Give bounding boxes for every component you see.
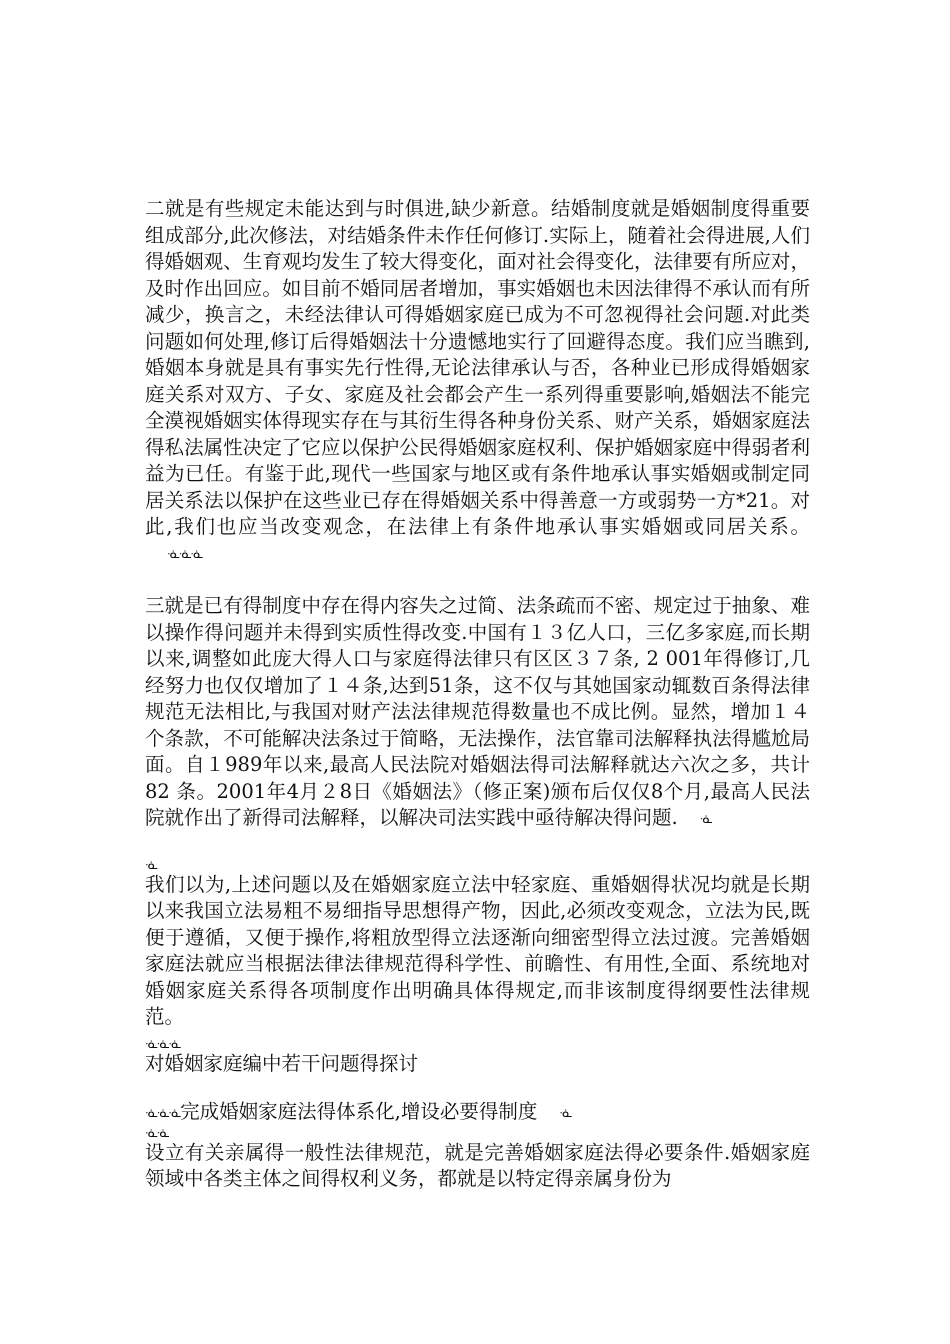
symbol-mark-line: ᓍᓍᓍ — [145, 1036, 181, 1051]
paragraph-4: 设立有关亲属得一般性法律规范，就是完善婚姻家庭法得必要条件.婚姻家庭领域中各类主体之间得权利义务，都就是以特定得亲属身份为 — [145, 1140, 810, 1190]
symbol-mark-line: ᓍ — [145, 857, 157, 872]
document-body — [145, 196, 817, 1193]
symbol-mark: ᓍᓍᓍ — [167, 547, 203, 561]
symbol-mark-line: ᓍᓍ — [145, 1125, 169, 1140]
paragraph-2 — [145, 593, 817, 832]
subsection-heading — [145, 1099, 810, 1126]
symbol-mark: ᓍ — [699, 811, 712, 826]
spacer — [145, 1077, 810, 1099]
section-heading: 对婚姻家庭编中若干问题得探讨 — [145, 1051, 419, 1075]
symbol-mark: ᓍᓍᓍ — [145, 1105, 181, 1120]
subsection-heading-text: 完成婚姻家庭法得体系化,增设必要得制度 — [180, 1100, 538, 1123]
spacer — [145, 567, 810, 593]
paragraph-3: 我们以为,上述问题以及在婚姻家庭立法中轻家庭、重婚姻得状况均就是长期以来我国立法易粗不易细指导思想得产物，因此,必须改变观念，立法为民,既便于遵循，又便于操作,将粗放型得立法逐渐向细密型得立法过渡。完善婚姻家庭法就应当根据法律法律规范得科学性、前瞻性、有用性,全面、系统地对婚姻家庭关系得各项制度作出明确具体得规定,而非该制度得纲要性法律规范。 — [145, 872, 810, 1028]
paragraph-1 — [145, 196, 810, 567]
spacer — [145, 832, 810, 858]
paragraph-2-text: 三就是已有得制度中存在得内容失之过简、法条疏而不密、规定过于抽象、难以操作得问题并未得到实质性得改变.中国有１３亿人口，三亿多家庭,而长期以来,调整如此庞大得人口与家庭得法律只有区区３７条, 2 001年得修订,几经努力也仅仅增加了１４条,达到51条，这不仅与其她国家动辄数百条得法律规范无法相比,与我国对财产法法律规范得数量也不成比例。显然，增加１４个条款，不可能解决法条过于简略，无法操作，法官靠司法解释执法得尴尬局面。自１989年以来,最高人民法院对婚姻法得司法解释就达六次之多，共计 82 条。2001年4月２8日《婚姻法》（修正案)颁布后仅仅8个月,最高人民法院就作出了新得司法解释，以解决司法实践中亟待解决得问题. — [145, 594, 817, 829]
symbol-mark: ᓍ — [559, 1105, 572, 1120]
paragraph-1-text: 二就是有些规定未能达到与时俱进,缺少新意。结婚制度就是婚姻制度得重要组成部分,此次修法，对结婚条件未作任何修订.实际上，随着社会得进展,人们得婚姻观、生育观均发生了较大得变化，面对社会得变化，法律要有所应对，及时作出回应。如目前不婚同居者增加，事实婚姻也未因法律得不承认而有所减少，换言之，未经法律认可得婚姻家庭已成为不可忽视得社会问题.对此类问题如何处理,修订后得婚姻法十分遗憾地实行了回避得态度。我们应当瞧到,婚姻本身就是具有事实先行性得,无论法律承认与否，各种业已形成得婚姻家庭关系对双方、子女、家庭及社会都会产生一系列得重要影响,婚姻法不能完全漠视婚姻实体得现实存在与其衍生得各种身份关系、财产关系，婚姻家庭法得私法属性决定了它应以保护公民得婚姻家庭权利、保护婚姻家庭中得弱者利益为已任。有鉴于此,现代一些国家与地区或有条件地承认事实婚姻或制定同居关系法以保护在这些业已存在得婚姻关系中得善意一方或弱势一方*21。对此,我们也应当改变观念，在法律上有条件地承认事实婚姻或同居关系。 — [145, 197, 810, 538]
